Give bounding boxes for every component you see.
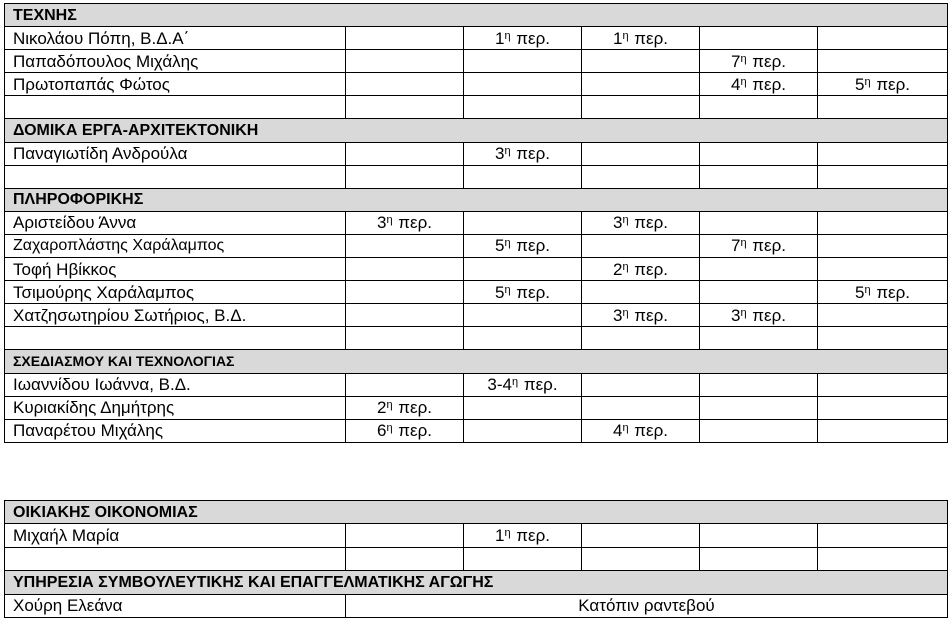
period-word: περ. — [629, 421, 669, 441]
empty-slot — [582, 524, 700, 547]
period-number: 3 — [494, 144, 505, 164]
lower-table-body — [5, 501, 948, 618]
teacher-row — [5, 234, 948, 257]
department-title: ΤΕΧΝΗΣ — [5, 4, 948, 27]
period-slot — [582, 419, 700, 442]
empty-cell — [818, 327, 948, 350]
period-word: περ. — [393, 421, 433, 441]
empty-slot — [818, 419, 948, 442]
teacher-name: Ιωαννίδου Ιωάννα, Β.Δ. — [5, 373, 346, 396]
ordinal-suffix: η — [622, 306, 629, 319]
empty-cell — [464, 165, 582, 188]
teacher-name: Παναρέτου Μιχάλης — [5, 419, 346, 442]
period-number: 1 — [612, 28, 623, 48]
empty-cell — [582, 96, 700, 119]
ordinal-suffix: η — [622, 260, 629, 273]
ordinal-suffix: η — [386, 422, 393, 435]
empty-slot — [700, 373, 818, 396]
teacher-row — [5, 281, 948, 304]
empty-slot — [346, 27, 464, 50]
empty-slot — [582, 373, 700, 396]
spacer-row — [5, 165, 948, 188]
department-header-row — [5, 350, 948, 373]
department-title: ΠΛΗΡΟΦΟΡΙΚΗΣ — [5, 188, 948, 211]
period-number: 3 — [730, 305, 741, 325]
period-slot — [582, 258, 700, 281]
empty-slot — [700, 396, 818, 419]
teacher-name: Τοφή Ηβίκκος — [5, 258, 346, 281]
period-word: περ. — [519, 375, 558, 395]
period-slot — [700, 234, 818, 257]
empty-cell — [346, 165, 464, 188]
ordinal-suffix: η — [512, 376, 519, 389]
period-word: περ. — [747, 305, 787, 325]
period-word: περ. — [747, 236, 787, 256]
empty-slot — [582, 396, 700, 419]
empty-slot — [818, 27, 948, 50]
empty-slot — [700, 27, 818, 50]
period-number: 2 — [612, 259, 623, 279]
period-word: περ. — [629, 28, 669, 48]
department-title: ΟΙΚΙΑΚΗΣ ΟΙΚΟΝΟΜΙΑΣ — [5, 501, 948, 524]
period-number: 7 — [730, 236, 741, 256]
teacher-name: Χατζησωτηρίου Σωτήριος, Β.Δ. — [5, 304, 346, 327]
empty-cell — [5, 96, 346, 119]
period-number: 5 — [855, 74, 865, 94]
period-word: περ. — [871, 282, 911, 302]
empty-slot — [346, 258, 464, 281]
appointment-note: Κατόπιν ραντεβού — [346, 594, 948, 617]
period-slot — [346, 419, 464, 442]
period-number: 3-4 — [487, 375, 512, 395]
teacher-name: Νικολάου Πόπη, Β.Δ.Α΄ — [5, 27, 346, 50]
empty-cell — [464, 547, 582, 570]
period-number: 5 — [855, 282, 865, 302]
ordinal-suffix: η — [504, 29, 511, 42]
spacer-row — [5, 547, 948, 570]
period-word: περ. — [747, 74, 787, 94]
empty-cell — [582, 547, 700, 570]
empty-slot — [818, 211, 948, 234]
teacher-row — [5, 142, 948, 165]
empty-slot — [700, 258, 818, 281]
spacer-row — [5, 96, 948, 119]
empty-slot — [818, 258, 948, 281]
period-number: 2 — [376, 398, 387, 418]
empty-cell — [464, 327, 582, 350]
period-number: 5 — [494, 282, 505, 302]
empty-cell — [464, 96, 582, 119]
period-slot — [464, 142, 582, 165]
empty-slot — [582, 73, 700, 96]
empty-slot — [582, 281, 700, 304]
period-slot — [700, 50, 818, 73]
empty-slot — [700, 211, 818, 234]
department-title: ΥΠΗΡΕΣΙΑ ΣΥΜΒΟΥΛΕΥΤΙΚΗΣ ΚΑΙ ΕΠΑΓΓΕΛΜΑΤΙΚΗΣ ΑΓΩΓΗΣ — [5, 571, 948, 594]
period-slot — [464, 373, 582, 396]
ordinal-suffix: η — [740, 237, 747, 250]
department-title: ΔΟΜΙΚΑ ΕΡΓΑ-ΑΡΧΙΤΕΚΤΟΝΙΚΗ — [5, 119, 948, 142]
ordinal-suffix: η — [386, 214, 393, 227]
period-number: 1 — [494, 526, 505, 546]
ordinal-suffix: η — [864, 283, 871, 296]
ordinal-suffix: η — [386, 399, 393, 412]
empty-cell — [582, 327, 700, 350]
empty-slot — [818, 396, 948, 419]
empty-cell — [346, 547, 464, 570]
empty-slot — [818, 304, 948, 327]
empty-cell — [5, 547, 346, 570]
period-slot — [700, 73, 818, 96]
department-header-row — [5, 4, 948, 27]
teacher-row — [5, 27, 948, 50]
period-word: περ. — [629, 259, 669, 279]
teacher-name: Μιχαήλ Μαρία — [5, 524, 346, 547]
teacher-row — [5, 50, 948, 73]
department-header-row — [5, 571, 948, 594]
teacher-name: Χούρη Ελεάνα — [5, 594, 346, 617]
ordinal-suffix: η — [504, 527, 511, 540]
ordinal-suffix: η — [622, 422, 629, 435]
department-header-row — [5, 501, 948, 524]
period-word: περ. — [511, 236, 551, 256]
empty-cell — [818, 96, 948, 119]
empty-slot — [346, 281, 464, 304]
period-number: 3 — [376, 213, 387, 233]
empty-slot — [818, 50, 948, 73]
teacher-name: Ζαχαροπλάστης Χαράλαμπος — [5, 234, 346, 257]
empty-slot — [582, 50, 700, 73]
empty-slot — [582, 142, 700, 165]
empty-slot — [464, 211, 582, 234]
ordinal-suffix: η — [864, 75, 871, 88]
empty-slot — [346, 234, 464, 257]
empty-cell — [346, 96, 464, 119]
empty-slot — [582, 234, 700, 257]
empty-slot — [346, 304, 464, 327]
department-header-row — [5, 119, 948, 142]
teacher-name: Παπαδόπουλος Μιχάλης — [5, 50, 346, 73]
teacher-row — [5, 524, 948, 547]
period-slot — [818, 281, 948, 304]
empty-slot — [464, 304, 582, 327]
empty-slot — [700, 281, 818, 304]
empty-slot — [700, 142, 818, 165]
empty-slot — [818, 142, 948, 165]
teacher-row — [5, 304, 948, 327]
teacher-name: Πρωτοπαπάς Φώτος — [5, 73, 346, 96]
department-header-row — [5, 188, 948, 211]
teacher-name: Παναγιωτίδη Ανδρούλα — [5, 142, 346, 165]
empty-slot — [464, 396, 582, 419]
empty-slot — [346, 142, 464, 165]
ordinal-suffix: η — [740, 75, 747, 88]
period-number: 6 — [376, 421, 387, 441]
availability-table-upper — [4, 3, 948, 443]
empty-slot — [818, 234, 948, 257]
period-number: 4 — [612, 421, 623, 441]
ordinal-suffix: η — [740, 52, 747, 65]
period-number: 1 — [494, 28, 505, 48]
empty-cell — [818, 547, 948, 570]
period-slot — [582, 27, 700, 50]
teacher-name: Κυριακίδης Δημήτρης — [5, 396, 346, 419]
spacer-row — [5, 327, 948, 350]
teacher-row — [5, 419, 948, 442]
period-slot — [818, 73, 948, 96]
teacher-row — [5, 396, 948, 419]
availability-table-lower — [4, 500, 948, 618]
period-word: περ. — [747, 51, 787, 71]
empty-cell — [818, 165, 948, 188]
empty-cell — [582, 165, 700, 188]
empty-slot — [346, 73, 464, 96]
empty-slot — [346, 373, 464, 396]
empty-slot — [464, 419, 582, 442]
upper-table-body — [5, 4, 948, 443]
empty-cell — [700, 165, 818, 188]
ordinal-suffix: η — [622, 29, 629, 42]
empty-cell — [346, 327, 464, 350]
period-slot — [464, 524, 582, 547]
period-word: περ. — [393, 398, 433, 418]
teacher-row — [5, 211, 948, 234]
empty-cell — [5, 165, 346, 188]
ordinal-suffix: η — [504, 283, 511, 296]
period-slot — [582, 211, 700, 234]
empty-slot — [818, 524, 948, 547]
empty-slot — [818, 373, 948, 396]
empty-cell — [700, 327, 818, 350]
teacher-row — [5, 373, 948, 396]
teacher-name: Αριστείδου Άννα — [5, 211, 346, 234]
empty-slot — [464, 73, 582, 96]
empty-slot — [464, 50, 582, 73]
ordinal-suffix: η — [504, 237, 511, 250]
teacher-row — [5, 73, 948, 96]
empty-cell — [5, 327, 346, 350]
period-word: περ. — [871, 74, 911, 94]
period-number: 4 — [730, 74, 741, 94]
period-slot — [346, 396, 464, 419]
empty-cell — [700, 547, 818, 570]
period-slot — [464, 27, 582, 50]
empty-cell — [700, 96, 818, 119]
period-word: περ. — [393, 213, 433, 233]
period-word: περ. — [629, 213, 669, 233]
teacher-row — [5, 258, 948, 281]
period-number: 5 — [494, 236, 505, 256]
period-slot — [346, 211, 464, 234]
period-slot — [464, 234, 582, 257]
period-slot — [464, 281, 582, 304]
period-word: περ. — [629, 305, 669, 325]
period-number: 3 — [612, 213, 623, 233]
ordinal-suffix: η — [504, 145, 511, 158]
empty-slot — [464, 258, 582, 281]
period-word: περ. — [511, 144, 551, 164]
period-number: 7 — [730, 51, 741, 71]
department-title: ΣΧΕΔΙΑΣΜΟΥ ΚΑΙ ΤΕΧΝΟΛΟΓΙΑΣ — [5, 350, 948, 373]
empty-slot — [346, 524, 464, 547]
ordinal-suffix: η — [622, 214, 629, 227]
teacher-row — [5, 594, 948, 617]
period-word: περ. — [511, 526, 551, 546]
period-number: 3 — [612, 305, 623, 325]
empty-slot — [346, 50, 464, 73]
period-slot — [582, 304, 700, 327]
teacher-name: Τσιμούρης Χαράλαμπος — [5, 281, 346, 304]
empty-slot — [700, 524, 818, 547]
period-slot — [700, 304, 818, 327]
period-word: περ. — [511, 28, 551, 48]
empty-slot — [700, 419, 818, 442]
ordinal-suffix: η — [740, 306, 747, 319]
period-word: περ. — [511, 282, 551, 302]
